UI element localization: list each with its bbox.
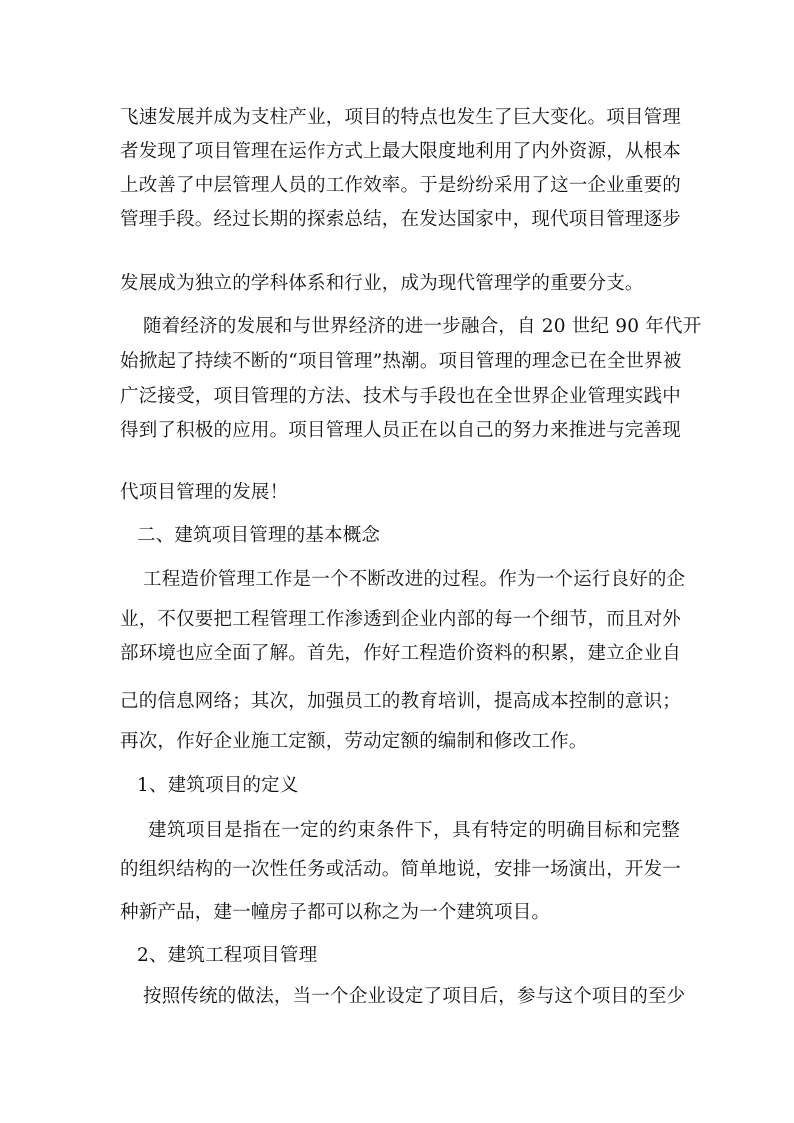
- paragraph-4-line-1: 建筑项目是指在一定的约束条件下，具有特定的明确目标和完整: [148, 820, 680, 841]
- subsection-heading-1: 1、建筑项目的定义: [137, 775, 299, 796]
- paragraph-4-line-2: 的组织结构的一次性任务或活动。简单地说，安排一场演出，开发一: [120, 859, 682, 880]
- paragraph-1-line-1: 飞速发展并成为支柱产业，项目的特点也发生了巨大变化。项目管理: [120, 107, 682, 128]
- paragraph-3-line-5: 再次，作好企业施工定额，劳动定额的编制和修改工作。: [120, 731, 588, 752]
- paragraph-4-line-3: 种新产品，建一幢房子都可以称之为一个建筑项目。: [120, 902, 551, 923]
- subsection-heading-2: 2、建筑工程项目管理: [137, 945, 318, 966]
- paragraph-2-line-5: 代项目管理的发展！: [120, 482, 289, 503]
- paragraph-5-line-1: 按照传统的做法，当一个企业设定了项目后，参与这个项目的至少: [143, 986, 686, 1007]
- paragraph-3-line-2: 业，不仅要把工程管理工作渗透到企业内部的每一个细节，而且对外: [120, 609, 682, 630]
- paragraph-1-line-4: 管理手段。经过长期的探索总结，在发达国家中，现代项目管理逐步: [120, 209, 682, 230]
- paragraph-3-line-3: 部环境也应全面了解。首先，作好工程造价资料的积累，建立企业自: [120, 643, 682, 664]
- paragraph-1-line-5: 发展成为独立的学科体系和行业，成为现代管理学的重要分支。: [120, 273, 644, 294]
- paragraph-2-line-1: 随着经济的发展和与世界经济的进一步融合，自 20 世纪 90 年代开: [143, 316, 702, 337]
- paragraph-1-line-3: 上改善了中层管理人员的工作效率。于是纷纷采用了这一企业重要的: [120, 175, 682, 196]
- section-heading-2: 二、建筑项目管理的基本概念: [137, 525, 381, 546]
- paragraph-2-line-2: 始掀起了持续不断的“项目管理”热潮。项目管理的理念已在全世界被: [120, 351, 682, 372]
- paragraph-2-line-3: 广泛接受，项目管理的方法、技术与手段也在全世界企业管理实践中: [120, 386, 682, 407]
- paragraph-3-line-4: 己的信息网络；其次，加强员工的教育培训，提高成本控制的意识；: [120, 691, 682, 712]
- paragraph-3-line-1: 工程造价管理工作是一个不断改进的过程。作为一个运行良好的企: [143, 569, 686, 590]
- paragraph-2-line-4: 得到了积极的应用。项目管理人员正在以自己的努力来推进与完善现: [120, 420, 682, 441]
- paragraph-1-line-2: 者发现了项目管理在运作方式上最大限度地利用了内外资源，从根本: [120, 141, 682, 162]
